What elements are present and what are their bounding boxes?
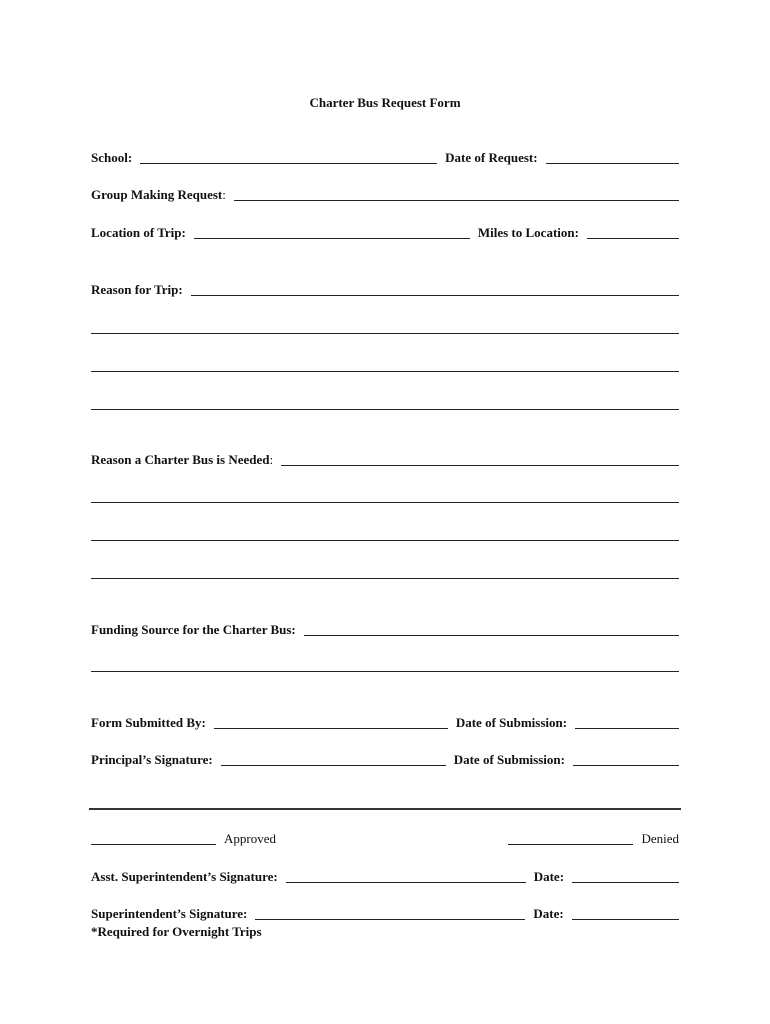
date-submission-label: Date of Submission: [455,715,568,730]
date-of-request-field[interactable] [546,151,679,164]
date-submission-field[interactable] [575,716,679,729]
date-of-request-label: Date of Request: [445,150,538,165]
location-row [91,223,679,241]
submitted-by-label: Form Submitted By: [91,715,206,730]
funding-row [91,620,679,638]
miles-label: Miles to Location: [477,225,579,240]
group-row [91,185,679,203]
supt-date-label: Date: [533,906,564,921]
reason-trip-line-3[interactable] [91,409,679,410]
approval-row [91,829,679,847]
principal-signature-field[interactable] [221,753,446,766]
asst-date-label: Date: [533,869,565,884]
section-divider [89,808,681,810]
school-field[interactable] [140,151,437,164]
reason-charter-colon: : [269,452,274,467]
denied-field[interactable] [508,832,633,845]
asst-date-field[interactable] [572,870,679,883]
reason-charter-field[interactable] [281,453,679,466]
group-label: Group Making Request [91,187,223,202]
date-submission-field-2[interactable] [573,753,679,766]
funding-label: Funding Source for the Charter Bus: [91,622,296,637]
submitted-by-field[interactable] [214,716,448,729]
funding-line-1[interactable] [91,671,679,672]
reason-charter-line-1[interactable] [91,502,679,503]
miles-field[interactable] [587,226,679,239]
reason-charter-line-3[interactable] [91,578,679,579]
date-submission-label-2: Date of Submission: [453,752,565,767]
location-label: Location of Trip: [91,225,186,240]
group-field[interactable] [234,188,679,201]
supt-label: Superintendent’s Signature: [91,906,248,921]
location-field[interactable] [194,226,470,239]
asst-supt-label: Asst. Superintendent’s Signature: [91,869,278,884]
required-note: *Required for Overnight Trips [91,924,262,939]
school-row [91,148,679,166]
funding-field[interactable] [304,623,679,636]
reason-trip-line-1[interactable] [91,333,679,334]
approved-field[interactable] [91,832,216,845]
reason-trip-line-2[interactable] [91,371,679,372]
group-label-colon: : [222,187,226,202]
supt-signature-field[interactable] [255,907,525,920]
denied-label: Denied [641,831,679,846]
reason-charter-label: Reason a Charter Bus is Needed [91,452,270,467]
principal-row [91,750,679,768]
supt-date-field[interactable] [572,907,679,920]
reason-trip-row [91,280,679,298]
form-title: Charter Bus Request Form [309,95,461,110]
reason-charter-line-2[interactable] [91,540,679,541]
reason-charter-row [91,450,679,468]
reason-trip-field[interactable] [191,283,679,296]
reason-trip-label: Reason for Trip: [91,282,183,297]
submitted-by-row [91,713,679,731]
asst-supt-row [91,867,679,885]
school-label: School: [91,150,133,165]
principal-label: Principal’s Signature: [91,752,213,767]
approved-label: Approved [224,831,276,846]
asst-supt-signature-field[interactable] [286,870,526,883]
supt-row [91,904,679,922]
